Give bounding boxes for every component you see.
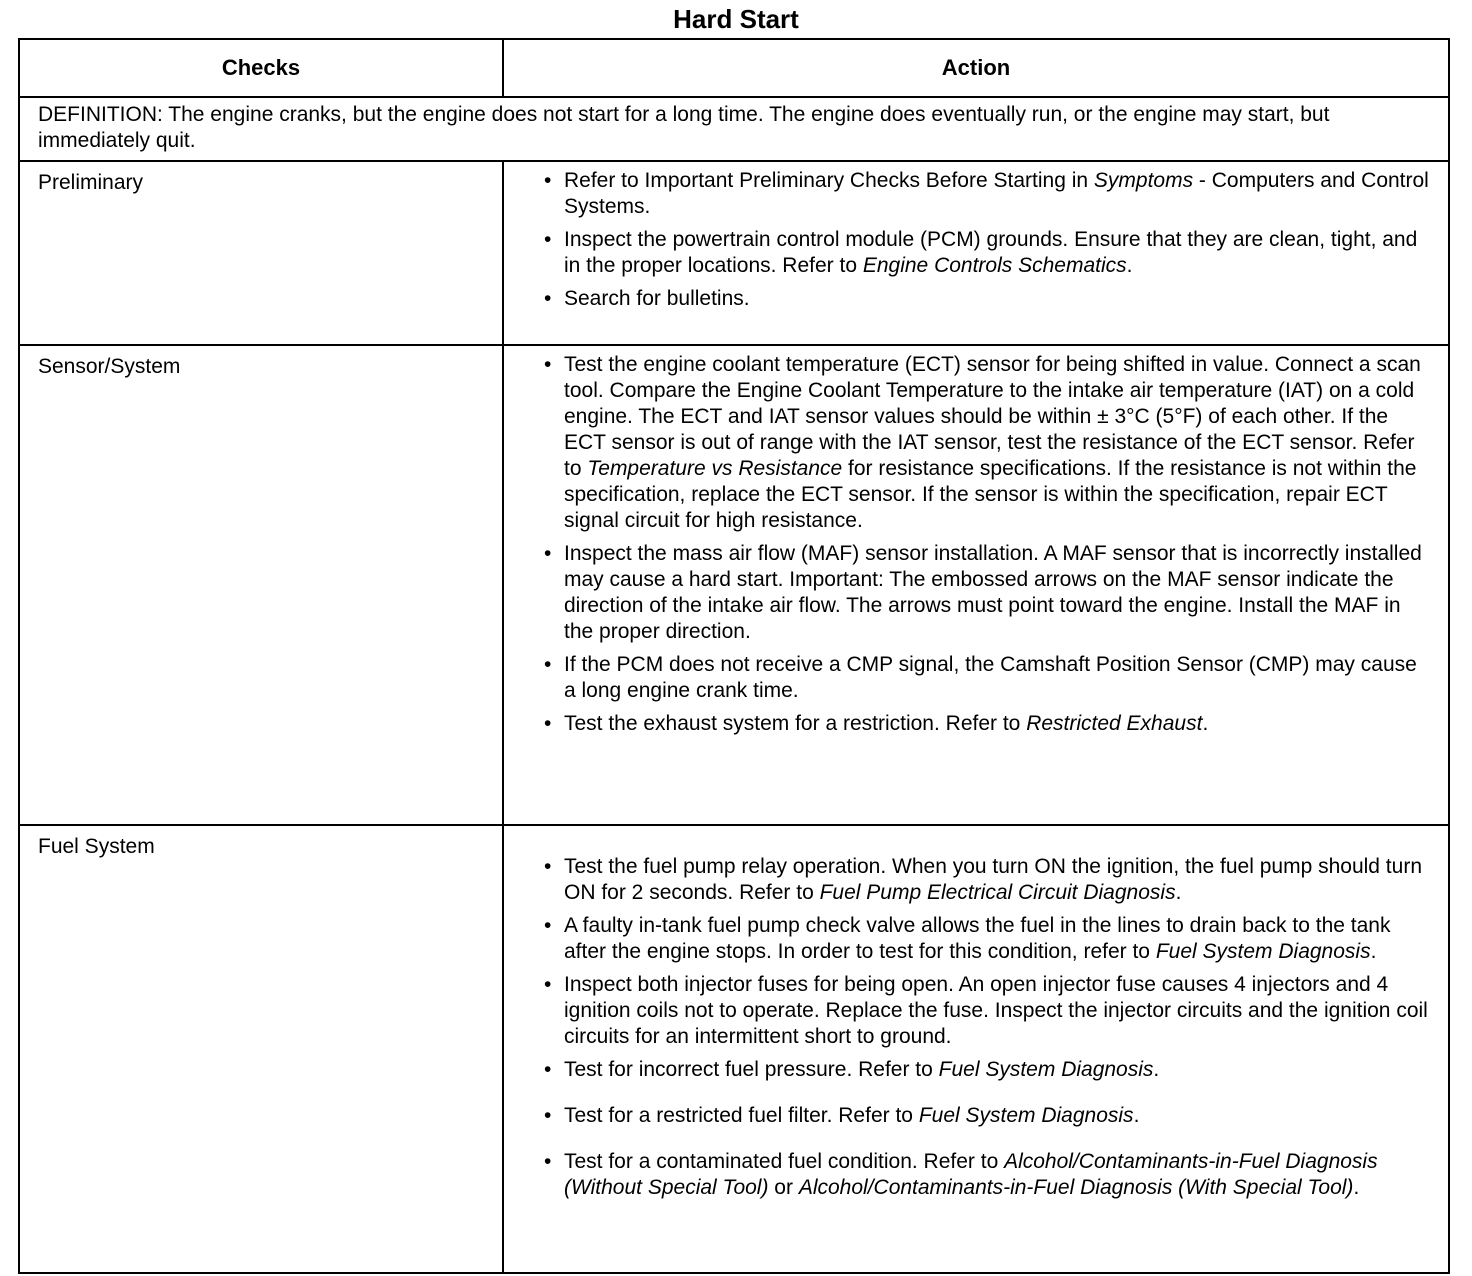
action-text: for resistance specifications. If the resistance is not within the specification, replace the ECT sensor. If the sensor is within the specification, repair ECT signal circuit for high resistance.: [564, 457, 1417, 532]
diagnostic-table: [18, 38, 1450, 1274]
action-text: If the PCM does not receive a CMP signal, the Camshaft Position Sensor (CMP) may cause a long engine crank time.: [564, 653, 1417, 702]
table-row: [19, 161, 1449, 345]
reference-text: Fuel System Diagnosis: [938, 1058, 1154, 1081]
reference-text: Alcohol/Contaminants-in-Fuel Diagnosis (With Special Tool): [798, 1176, 1354, 1199]
check-cell: Sensor/System: [19, 345, 503, 825]
action-item: [564, 541, 1434, 645]
reference-text: Fuel System Diagnosis: [918, 1104, 1134, 1127]
action-text: .: [1133, 1104, 1140, 1127]
action-list: [544, 168, 1434, 312]
action-text: .: [1370, 940, 1377, 963]
table-row: [19, 825, 1449, 1273]
action-text: Inspect both injector fuses for being open. An open injector fuse causes 4 injectors and 4 ignition coils not to operate. Replace the fuse. Inspect the injector circuits and the ignition coil circuits for an intermittent short to ground.: [564, 973, 1428, 1048]
action-text: Inspect the powertrain control module (PCM) grounds. Ensure that they are clean, tight, and in the proper locations. Refer to: [564, 228, 1418, 277]
action-item: [564, 972, 1434, 1050]
action-text: .: [1175, 881, 1182, 904]
reference-text: Temperature vs Resistance: [587, 457, 843, 480]
action-text: Test for a restricted fuel filter. Refer to: [564, 1104, 919, 1127]
action-item: [564, 352, 1434, 534]
action-text: .: [1353, 1176, 1360, 1199]
definition-row: [19, 97, 1449, 161]
action-item: [564, 168, 1434, 220]
action-text: .: [1126, 254, 1133, 277]
action-text: .: [1153, 1058, 1160, 1081]
reference-text: Engine Controls Schematics: [862, 254, 1127, 277]
page-title: Hard Start: [673, 4, 799, 34]
action-item: [564, 1057, 1434, 1083]
action-text: Search for bulletins.: [564, 287, 750, 310]
action-text: Test the fuel pump relay operation. When you turn ON the ignition, the fuel pump should turn ON for 2 seconds. Refer to: [564, 855, 1422, 904]
action-text: Test the engine coolant temperature (ECT) sensor for being shifted in value. Connect a scan tool. Compare the Engine Coolant Temperature to the intake air temperature (IAT) on a cold engine. The ECT and IAT sensor values should be within ± 3°C (5°F) of each other. If the ECT sensor is out of range with the IAT sensor, test the resistance of the ECT sensor. Refer to: [564, 353, 1421, 480]
reference-text: Fuel System Diagnosis: [1155, 940, 1371, 963]
action-text: Test the exhaust system for a restriction. Refer to: [564, 712, 1027, 735]
check-cell: Fuel System: [19, 825, 503, 1273]
action-list: [544, 352, 1434, 737]
action-item: [564, 1103, 1434, 1129]
action-text: Test for a contaminated fuel condition. Refer to: [564, 1150, 1005, 1173]
action-item: [564, 711, 1434, 737]
definition-text: DEFINITION: The engine cranks, but the engine does not start for a long time. The engine does eventually run, or the engine may start, but immediately quit.: [19, 97, 1449, 161]
action-item: [564, 286, 1434, 312]
action-list: [544, 854, 1434, 1201]
action-item: [564, 1149, 1434, 1201]
reference-text: Symptoms: [1093, 169, 1194, 192]
checks-header: Checks: [19, 39, 503, 97]
reference-text: Fuel Pump Electrical Circuit Diagnosis: [819, 881, 1176, 904]
reference-text: Restricted Exhaust: [1026, 712, 1203, 735]
action-text: A faulty in-tank fuel pump check valve allows the fuel in the lines to drain back to the tank after the engine stops. In order to test for this condition, refer to: [564, 914, 1391, 963]
action-text: - Computers and Control Systems.: [564, 169, 1429, 218]
action-cell: [503, 825, 1449, 1273]
check-cell: Preliminary: [19, 161, 503, 345]
action-item: [564, 854, 1434, 906]
action-text: Test for incorrect fuel pressure. Refer to: [564, 1058, 939, 1081]
action-item: [564, 227, 1434, 279]
action-text: Refer to Important Preliminary Checks Before Starting in: [564, 169, 1094, 192]
action-cell: [503, 345, 1449, 825]
action-text: Inspect the mass air flow (MAF) sensor installation. A MAF sensor that is incorrectly installed may cause a hard start. Important: The embossed arrows on the MAF sensor indicate the direction of the intake air flow. The arrows must point toward the engine. Install the MAF in the proper direction.: [564, 542, 1422, 643]
action-item: [564, 913, 1434, 965]
table-row: [19, 345, 1449, 825]
action-item: [564, 652, 1434, 704]
action-text: or: [768, 1176, 799, 1199]
header-row: [19, 39, 1449, 97]
action-header: Action: [503, 39, 1449, 97]
reference-text: Alcohol/Contaminants-in-Fuel Diagnosis (Without Special Tool): [564, 1150, 1378, 1199]
action-text: .: [1202, 712, 1209, 735]
action-cell: [503, 161, 1449, 345]
